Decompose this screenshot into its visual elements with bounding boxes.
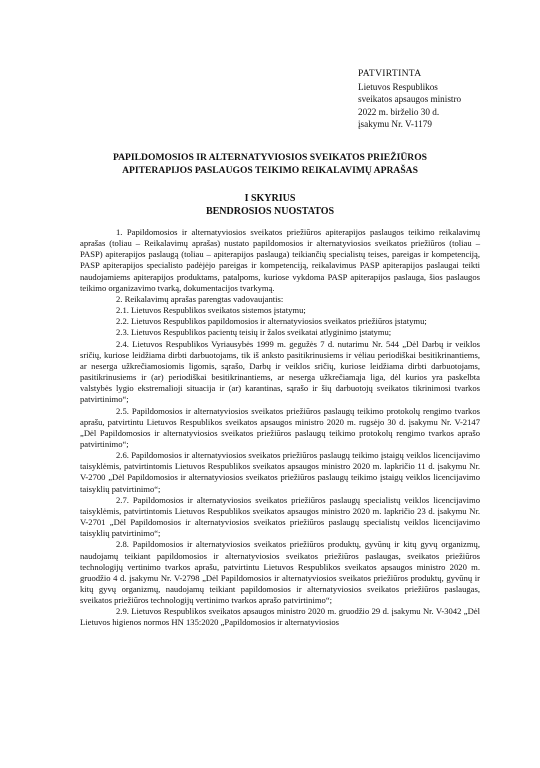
document-title-line: PAPILDOMOSIOS IR ALTERNATYVIOSIOS SVEIKATOS PRIEŽIŪROS [112, 152, 427, 163]
paragraph: 2.3. Lietuvos Respublikos pacientų teisių ir žalos sveikatai atlyginimo įstatymu; [116, 327, 392, 338]
chapter-name: BENDROSIOS NUOSTATOS [205, 205, 335, 217]
paragraph: 2.2. Lietuvos Respublikos papildomosios ir alternatyviosios sveikatos priežiūros įstatymu; [116, 316, 427, 327]
document-title [80, 152, 460, 177]
approval-line: Lietuvos Respublikos [358, 81, 438, 92]
chapter-heading [80, 193, 460, 218]
approval-date: 2022 m. birželio 30 d. [358, 106, 440, 117]
paragraph: 2.9. Lietuvos Respublikos sveikatos apsaugos ministro 2020 m. gruodžio 29 d. įsakymu Nr. V-3042 „Dėl Lietuvos higienos normos HN 135:2020 „Papildomosios ir alternatyviosios [80, 606, 480, 628]
approval-block [358, 68, 461, 131]
paragraph: 2.5. Papildomosios ir alternatyviosios sveikatos priežiūros paslaugų teikimo protokolų rengimo tvarkos aprašu, patvirtintu Lietuvos Respublikos sveikatos apsaugos ministro 2020 m. rugsėjo 30 d. įsakymu Nr. V-2147 „Dėl Papildomosios ir alternatyviosios sveikatos priežiūros paslaugų teikimo protokolų rengimo tvarkos aprašo patvirtinimo“; [80, 405, 480, 449]
approval-line: sveikatos apsaugos ministro [358, 94, 462, 105]
chapter-number: I SKYRIUS [244, 193, 296, 204]
paragraph: 2. Reikalavimų aprašas parengtas vadovaujantis: [116, 293, 284, 304]
paragraph: 1. Papildomosios ir alternatyviosios sveikatos priežiūros apiterapijos paslaugos teikimo reikalavimų aprašas (toliau – Reikalavimų aprašas) nustato papildomosios ir alternatyviosios sveikatos priežiūros (toliau – PASP) apiterapijos paslaugą (toliau – apiterapijos paslauga) teikiančių specialistų teises, pareigas ir kompetenciją, PASP apiterapijos specialisto padėjėjo pareigas ir kompetenciją, reikalavimus PASP apiterapijos paslaugai teikti naudojamiems apiterapijos produktams, patalpoms, kuriose vykdoma PASP apiterapijos paslauga, šios paslaugos teikimo organizavimo tvarką, dokumentacijos tvarkymą. [80, 227, 480, 293]
paragraph: 2.6. Papildomosios ir alternatyviosios sveikatos priežiūros paslaugų teikimo įstaigų veiklos licencijavimo taisyklėmis, patvirtintomis Lietuvos Respublikos sveikatos apsaugos ministro 2020 m. lapkričio 11 d. įsakymu Nr. V-2700 „Dėl Papildomosios ir alternatyviosios sveikatos priežiūros paslaugų teikimo įstaigų veiklos licencijavimo taisyklių patvirtinimo“; [80, 450, 480, 494]
paragraph: 2.1. Lietuvos Respublikos sveikatos sistemos įstatymu; [116, 305, 306, 316]
paragraph: 2.8. Papildomosios ir alternatyviosios sveikatos priežiūros produktų, gyvūnų ir kitų gyvų organizmų, naudojamų teikiant papildomosios ir alternatyviosios sveikatos priežiūros paslaugas, sveikatos priežiūros technologijų vertinimo tvarkos aprašu, patvirtintu Lietuvos Respublikos sveikatos apsaugos ministro 2020 m. gruodžio 4 d. įsakymu Nr. V-2798 „Dėl Papildomosios ir alternatyviosios sveikatos priežiūros produktų, gyvūnų ir kitų gyvų organizmų, naudojamų teikiant papildomosios ir alternatyviosios sveikatos priežiūros paslaugas, sveikatos priežiūros technologijų vertinimo tvarkos aprašo patvirtinimo“; [80, 539, 480, 606]
approval-order-number: įsakymu Nr. V-1179 [358, 119, 432, 130]
paragraph: 2.7. Papildomosios ir alternatyviosios sveikatos priežiūros paslaugų specialistų veiklos licencijavimo taisyklėmis, patvirtintomis Lietuvos Respublikos sveikatos apsaugos ministro 2020 m. lapkričio 23 d. įsakymu Nr. V-2701 „Dėl Papildomosios ir alternatyviosios sveikatos priežiūros paslaugų specialistų veiklos licencijavimo taisyklių patvirtinimo“; [80, 494, 480, 539]
document-title-line: APITERAPIJOS PASLAUGOS TEIKIMO REIKALAVIMŲ APRAŠAS [122, 164, 418, 176]
document-body [80, 227, 480, 629]
approval-heading: PATVIRTINTA [358, 68, 422, 79]
paragraph: 2.4. Lietuvos Respublikos Vyriausybės 1999 m. gegužės 7 d. nutarimu Nr. 544 „Dėl Darbų ir veiklos sričių, kuriose leidžiama dirbti darbuotojams, tik iš anksto pasitikrinusiems ir vėliau periodiškai besitikrinantiems, ar neserga užkrečiamosiomis ligomis, sąrašo, Darbų ir veiklos sričių, kuriose leidžiama dirbti darbuotojams, pasitikrinusiems ir (ar) periodiškai besitikrinantiems, ar neserga užkrečiamąja liga, dėl kurios yra paskelbta valstybės lygio ekstremalioji situacija ir (ar) karantinas, sąrašo ir šių darbuotojų sveikatos tikrinimosi tvarkos patvirtinimo“; [80, 338, 480, 405]
